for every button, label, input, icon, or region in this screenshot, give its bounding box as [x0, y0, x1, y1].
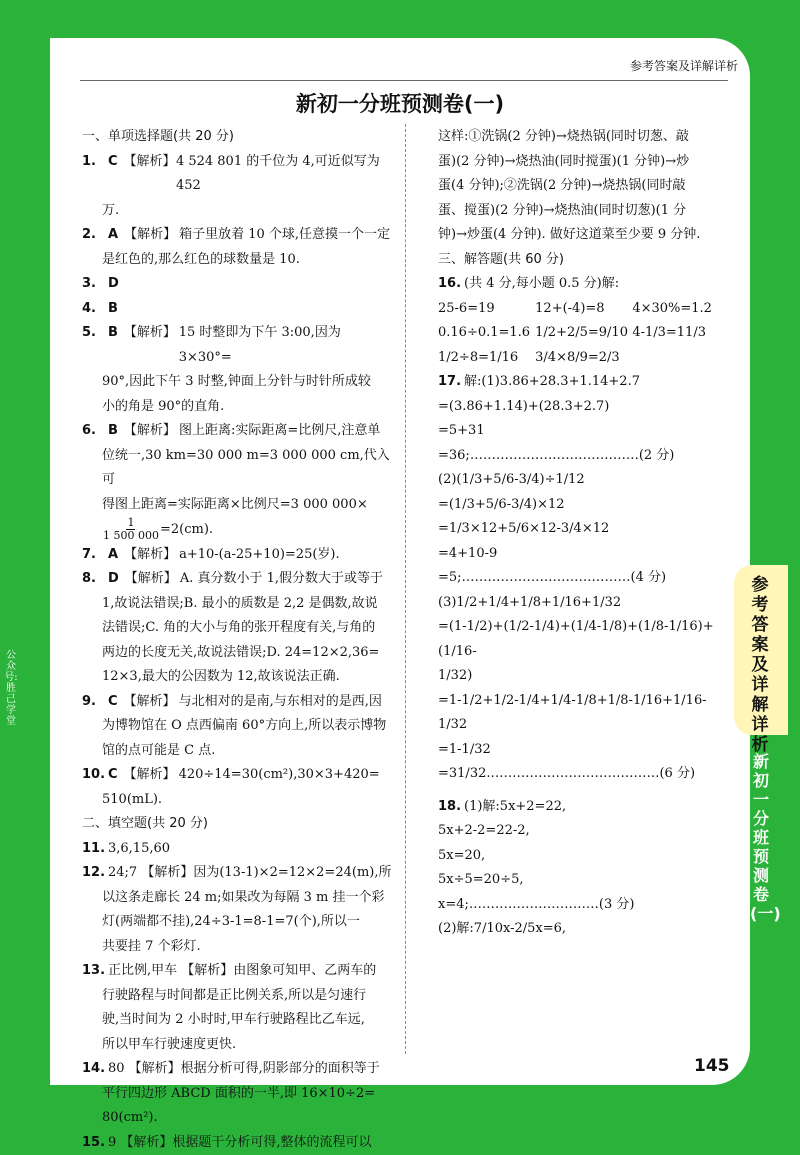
- q15-continuation: [438, 125, 728, 248]
- analysis-text: 法错误;C. 角的大小与角的张开程度有关,与角的: [82, 616, 397, 641]
- question-number: 15.: [82, 1131, 108, 1155]
- choice-list: [82, 150, 397, 813]
- question-number: 9.: [82, 690, 108, 715]
- answer-letter: C: [108, 150, 118, 199]
- answer-letter: B: [108, 321, 118, 370]
- answer-text: =(1/3+5/6-3/4)×12: [438, 493, 728, 518]
- answer-text: 5x+2-2=22-2,: [438, 819, 728, 844]
- analysis-text: 15 时整即为下午 3:00,因为 3×30°=: [179, 321, 397, 370]
- text-line: 蛋(4 分钟);②洗锅(2 分钟)→烧热锅(同时敲: [438, 174, 728, 199]
- analysis-text: 4 524 801 的千位为 4,可近似写为 452: [176, 150, 397, 199]
- question-item: [82, 543, 397, 568]
- fill-list: [82, 837, 397, 1155]
- fraction-line: [82, 517, 397, 543]
- question-number: 4.: [82, 297, 108, 322]
- answer-text: =5+31: [438, 419, 728, 444]
- side-tab-label: 参考答案及详解详析: [748, 575, 772, 755]
- q16-block: [438, 272, 728, 370]
- calc-cell: [632, 346, 728, 371]
- answer-letter: A: [108, 543, 118, 568]
- question-item: [82, 861, 397, 959]
- question-item: [82, 1057, 397, 1131]
- denominator: 1 500 000: [103, 530, 159, 542]
- question-item: [82, 690, 397, 764]
- analysis-tag: 【解析】: [124, 690, 176, 715]
- calc-cell: 0.16÷0.1=1.6: [438, 321, 534, 346]
- question-number: 2.: [82, 223, 108, 248]
- fraction: [103, 517, 159, 542]
- text-line: 这样:①洗锅(2 分钟)→烧热锅(同时切葱、敲: [438, 125, 728, 150]
- analysis-text: 510(mL).: [82, 788, 397, 813]
- question-number: 13.: [82, 959, 108, 984]
- question-line: [438, 795, 728, 820]
- answer-text: (2)(1/3+5/6-3/4)÷1/12: [438, 468, 728, 493]
- analysis-text: 1,故说法错误;B. 最小的质数是 2,2 是偶数,故说: [82, 592, 397, 617]
- answer-text: (2)解:7/10x-2/5x=6,: [438, 917, 728, 942]
- header-rule: [80, 80, 728, 81]
- analysis-text: 是红色的,那么红色的球数量是 10.: [82, 248, 397, 273]
- question-number: 17.: [438, 370, 464, 395]
- answer-text: (3)1/2+1/4+1/8+1/16+1/32: [438, 591, 728, 616]
- answer-text: 驶,当时间为 2 小时时,甲车行驶路程比乙车远,: [82, 1008, 397, 1033]
- header-label: 参考答案及详解详析: [630, 57, 738, 74]
- answer-text: 行驶路程与时间都是正比例关系,所以是匀速行: [82, 984, 397, 1009]
- question-number: 11.: [82, 837, 108, 862]
- answer-letter: B: [108, 419, 118, 444]
- q17-block: [438, 370, 728, 787]
- answer-text: =4+10-9: [438, 542, 728, 567]
- answer-text: x=4;…………………………(3 分): [438, 893, 728, 918]
- question-item: [82, 150, 397, 224]
- column-divider: [405, 124, 406, 1054]
- calc-cell: 25-6=19: [438, 297, 534, 322]
- answer-letter: A: [108, 223, 118, 248]
- analysis-tag: 【解析】: [124, 543, 176, 568]
- question-number: 8.: [82, 567, 108, 592]
- question-line: [438, 370, 728, 395]
- answer-text: 正比例,甲车 【解析】由图象可知甲、乙两车的: [108, 959, 376, 984]
- calc-cell: 1/2+2/5=9/10: [535, 321, 631, 346]
- analysis-text: =2(cm).: [160, 522, 213, 537]
- answer-letter: C: [108, 690, 118, 715]
- numerator: 1: [126, 517, 135, 530]
- question-line: [82, 861, 397, 886]
- question-number: 12.: [82, 861, 108, 886]
- question-item: [82, 272, 397, 297]
- question-line: [82, 1057, 397, 1082]
- question-line: [82, 690, 397, 715]
- question-line: [82, 543, 397, 568]
- answer-text: =36;…………………………………(2 分): [438, 444, 728, 469]
- question-line: [82, 837, 397, 862]
- calc-cell: 1/2÷8=1/16: [438, 346, 534, 371]
- answer-text: =5;…………………………………(4 分): [438, 566, 728, 591]
- question-item: [82, 297, 397, 322]
- answer-text: =1/3×12+5/6×12-3/4×12: [438, 517, 728, 542]
- analysis-text: 图上距离:实际距离=比例尺,注意单: [179, 419, 380, 444]
- answer-text: 灯(两端都不挂),24÷3-1=8-1=7(个),所以一: [82, 910, 397, 935]
- question-item: [82, 567, 397, 690]
- question-item: [82, 321, 397, 419]
- text-line: 蛋、搅蛋)(2 分钟)→烧热油(同时切葱)(1 分: [438, 199, 728, 224]
- answer-letter: D: [108, 272, 119, 297]
- answer-text: (1)解:5x+2=22,: [464, 795, 566, 820]
- answer-text: =1-1/32: [438, 738, 728, 763]
- analysis-text: 90°,因此下午 3 时整,钟面上分针与时针所成较: [82, 370, 397, 395]
- analysis-tag: 【解析】: [124, 223, 176, 248]
- analysis-text: 万.: [82, 199, 397, 224]
- answer-text: 以这条走廊长 24 m;如果改为每隔 3 m 挂一个彩: [82, 886, 397, 911]
- answer-text: 9 【解析】根据题干分析可得,整体的流程可以: [108, 1131, 372, 1155]
- question-item: [82, 419, 397, 543]
- question-line: [82, 959, 397, 984]
- answer-letter: C: [108, 763, 118, 788]
- analysis-text: 420÷14=30(cm²),30×3+420=: [179, 763, 380, 788]
- question-item: [82, 223, 397, 272]
- analysis-tag: 【解析】: [124, 763, 176, 788]
- question-number: 16.: [438, 272, 464, 297]
- answer-text: 24;7 【解析】因为(13-1)×2=12×2=24(m),所: [108, 861, 391, 886]
- question-number: 3.: [82, 272, 108, 297]
- calc-row: [438, 297, 728, 322]
- question-line: [82, 272, 397, 297]
- page-title: 新初一分班预测卷(一): [0, 88, 800, 118]
- question-number: 7.: [82, 543, 108, 568]
- left-column: [82, 125, 397, 1155]
- question-number: 10.: [82, 763, 108, 788]
- answer-text: =31/32.…………………………………(6 分): [438, 762, 728, 787]
- calc-cell: 4×30%=1.2: [632, 297, 728, 322]
- question-line: [438, 272, 728, 297]
- analysis-text: 得图上距离=实际距离×比例尺=3 000 000×: [82, 493, 397, 518]
- question-line: [82, 321, 397, 370]
- section-heading: 二、填空题(共 20 分): [82, 812, 397, 837]
- question-item: [82, 959, 397, 1057]
- question-number: 14.: [82, 1057, 108, 1082]
- answer-text: =(1-1/2)+(1/2-1/4)+(1/4-1/8)+(1/8-1/16)+(1/16-: [438, 615, 728, 664]
- answer-text: 5x=20,: [438, 844, 728, 869]
- section-heading: 三、解答题(共 60 分): [438, 248, 728, 273]
- analysis-tag: 【解析】: [125, 567, 177, 592]
- question-line: [82, 763, 397, 788]
- answer-text: 解:(1)3.86+28.3+1.14+2.7: [464, 370, 640, 395]
- text-line: 蛋)(2 分钟)→烧热油(同时搅蛋)(1 分钟)→炒: [438, 150, 728, 175]
- analysis-tag: 【解析】: [124, 321, 176, 370]
- section-heading: 一、单项选择题(共 20 分): [82, 125, 397, 150]
- question-item: [82, 837, 397, 862]
- calc-cell: 3/4×8/9=2/3: [535, 346, 631, 371]
- answer-letter: D: [108, 567, 119, 592]
- analysis-text: 与北相对的是南,与东相对的是西,因: [179, 690, 382, 715]
- calc-cell: 12+(-4)=8: [535, 297, 631, 322]
- page-number: 145: [694, 1056, 730, 1076]
- question-line: [82, 297, 397, 322]
- watermark-text: 公众号:胜己学堂: [4, 650, 18, 727]
- answer-text: 5x÷5=20÷5,: [438, 868, 728, 893]
- question-line: [82, 1131, 397, 1155]
- analysis-text: 箱子里放着 10 个球,任意摸一个一定: [179, 223, 390, 248]
- question-number: 5.: [82, 321, 108, 370]
- question-line: [82, 567, 397, 592]
- answer-text: =(3.86+1.14)+(28.3+2.7): [438, 395, 728, 420]
- answer-text: (共 4 分,每小题 0.5 分)解:: [464, 272, 619, 297]
- answer-text: 80 【解析】根据分析可得,阴影部分的面积等于: [108, 1057, 380, 1082]
- analysis-tag: 【解析】: [124, 150, 173, 199]
- right-column: [438, 125, 728, 942]
- analysis-text: 两边的长度无关,故说法错误;D. 24=12×2,36=: [82, 641, 397, 666]
- answer-text: 平行四边形 ABCD 面积的一半,即 16×10÷2=: [82, 1082, 397, 1107]
- question-number: 18.: [438, 795, 464, 820]
- answer-text: 共要挂 7 个彩灯.: [82, 935, 397, 960]
- question-item: [82, 763, 397, 812]
- side-tab-title: 新初一分班预测卷(一): [750, 752, 772, 923]
- q18-block: [438, 795, 728, 942]
- calc-row: [438, 346, 728, 371]
- analysis-tag: 【解析】: [124, 419, 176, 444]
- question-number: 1.: [82, 150, 108, 199]
- calc-row: [438, 321, 728, 346]
- calc-cell: 4-1/3=11/3: [632, 321, 728, 346]
- text-line: 钟)→炒蛋(4 分钟). 做好这道菜至少要 9 分钟.: [438, 223, 728, 248]
- question-line: [82, 150, 397, 199]
- question-line: [82, 223, 397, 248]
- answer-text: 3,6,15,60: [108, 837, 170, 862]
- answer-text: =1-1/2+1/2-1/4+1/4-1/8+1/8-1/16+1/16-1/32: [438, 689, 728, 738]
- analysis-text: a+10-(a-25+10)=25(岁).: [179, 543, 340, 568]
- analysis-text: 位统一,30 km=30 000 m=3 000 000 cm,代入可: [82, 444, 397, 493]
- analysis-text: 12×3,最大的公因数为 12,故该说法正确.: [82, 665, 397, 690]
- answer-letter: B: [108, 297, 118, 322]
- analysis-text: 馆的点可能是 C 点.: [82, 739, 397, 764]
- question-line: [82, 419, 397, 444]
- question-item: [82, 1131, 397, 1155]
- answer-text: 1/32): [438, 664, 728, 689]
- answer-text: 所以甲车行驶速度更快.: [82, 1033, 397, 1058]
- answer-text: 80(cm²).: [82, 1106, 397, 1131]
- analysis-text: A. 真分数小于 1,假分数大于或等于: [180, 567, 383, 592]
- analysis-text: 为博物馆在 O 点西偏南 60°方向上,所以表示博物: [82, 714, 397, 739]
- question-number: 6.: [82, 419, 108, 444]
- analysis-text: 小的角是 90°的直角.: [82, 395, 397, 420]
